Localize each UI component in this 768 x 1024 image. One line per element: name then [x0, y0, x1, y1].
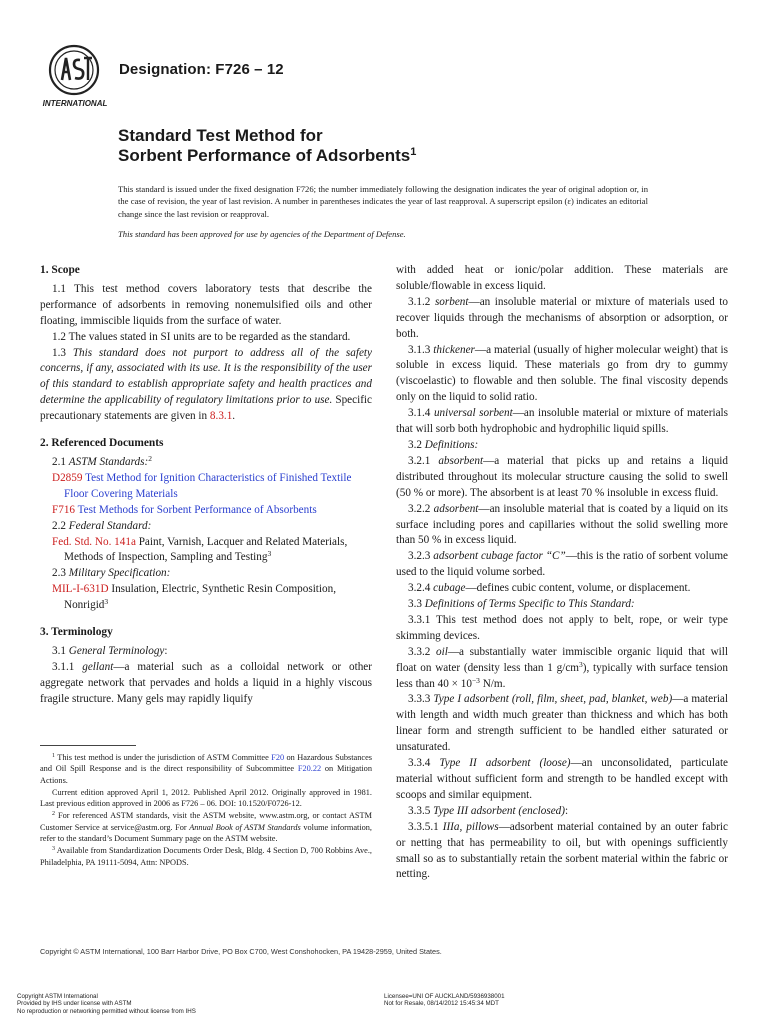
- issuance-notice: This standard is issued under the fixed designation F726; the number immediately following the designation indicates the year of original adoption or, in the case of revision, the year of last revision. A number in parentheses indicates the year of last reapproval. A superscript epsilon (ε) indicates an editorial change since the last revision or reapproval.: [118, 184, 648, 219]
- para-3-2: [396, 438, 728, 454]
- ref-fed-std-code[interactable]: Fed. Std. No. 141a: [52, 535, 136, 548]
- ref-d2859: [40, 471, 372, 503]
- para-3-3-4-def: —an unconsolidated, particulate material without sufficient form and strength to be handled except with scoops and similar equipment.: [396, 757, 729, 801]
- para-1-3-italic: This standard does not purport to address all of the safety concerns, if any, associated with its use. It is the responsibility of the user of this standard to establish appropriate safety and health practices and determine the applicability of regulatory limitations prior to use.: [40, 346, 373, 407]
- para-2-2-label: Federal Standard:: [68, 519, 152, 532]
- footnote-1-marker: 1: [52, 753, 55, 759]
- para-3-3-4-num: 3.3.4: [408, 757, 440, 770]
- title-footnote-marker: 1: [410, 146, 417, 158]
- para-3-3-5-1-def: —adsorbent material contained by an outer fabric or netting that has permeability to oil, but with openings sufficiently small so as to substantially retain the sorbent material within the fabric or netting.: [396, 820, 728, 881]
- para-2-1: [40, 455, 372, 471]
- license-right-line-2: Not for Resale, 08/14/2012 15:45:34 MDT: [384, 1000, 499, 1008]
- footnote-1-text-a: This test method is under the jurisdiction of ASTM Committee: [55, 753, 272, 762]
- ref-d2859-title[interactable]: Test Method for Ignition Characteristics of Finished Textile Floor Covering Materials: [64, 471, 352, 500]
- para-1-3: [40, 346, 372, 426]
- ref-mil-spec-title: Insulation, Electric, Synthetic Resin Composition, Nonrigid: [64, 583, 337, 612]
- para-3-3-2-sup-2: −3: [471, 675, 480, 685]
- para-3-1-1: [40, 660, 372, 708]
- section-1-heading: 1. Scope: [40, 264, 80, 276]
- para-3-1-2-num: 3.1.2: [408, 295, 435, 308]
- para-3-2-2: [396, 502, 728, 550]
- para-3-3-3: [396, 692, 728, 756]
- para-3-3-1: 3.3.1 This test method does not apply to belt, rope, or weir type skimming devices.: [396, 613, 728, 642]
- license-left-line-3: No reproduction or networking permitted without license from IHS: [17, 1007, 196, 1015]
- para-3-3-label: Definitions of Terms Specific to This Standard:: [424, 598, 635, 611]
- section-2-heading: 2. Referenced Documents: [40, 437, 164, 450]
- ref-fed-std-sup: 3: [267, 549, 272, 559]
- para-3-2-2-num: 3.2.2: [408, 502, 434, 515]
- para-2-1-label: ASTM Standards:: [68, 455, 149, 468]
- para-3-3-2-def-c: N/m.: [479, 677, 506, 690]
- para-3-3-5-colon: :: [565, 804, 569, 817]
- para-3-1-1-def: —a material such as a colloidal network or other aggregate network that pervades and holds a liquid in a highly viscous fragile structure. Many gels may rapidly liquify: [40, 660, 372, 705]
- para-3-1-4-term: universal sorbent: [433, 407, 513, 420]
- para-3-3-4: [396, 756, 728, 804]
- subcommittee-f20-22-link[interactable]: F20.22: [297, 764, 322, 774]
- para-1-3-tail: Specific precautionary statements are given in: [40, 394, 373, 423]
- footnote-2-italic: Annual Book of ASTM Standards: [189, 822, 301, 832]
- title-line-1: Standard Test Method for: [118, 126, 323, 145]
- ref-mil-spec-code[interactable]: MIL-I-631D: [52, 583, 109, 596]
- right-column: [396, 263, 728, 883]
- designation: Designation: F726 – 12: [119, 61, 284, 78]
- license-left-line-2: Provided by IHS under license with ASTM: [17, 1000, 132, 1008]
- para-3-2-2-term: adsorbent: [433, 502, 479, 515]
- footnote-1-edition: Current edition approved April 1, 2012. Published April 2012. Originally approved in 1981. Last previous edition approved in 2006 as F726 – 06. DOI: 10.1520/F0726-12.: [40, 787, 372, 809]
- para-3-3-5-1-num: 3.3.5.1: [408, 820, 443, 833]
- para-3-1-num: 3.1: [52, 644, 69, 657]
- copyright-line: Copyright © ASTM International, 100 Barr Harbor Drive, PO Box C700, West Conshohocken, PA 19428-2959, United States.: [40, 947, 442, 956]
- footnote-2-text-b: volume information, refer to the standard’s Document Summary page on the ASTM website.: [40, 822, 373, 844]
- para-3-3-2: [396, 645, 728, 693]
- para-3-3-5-num: 3.3.5: [408, 804, 434, 817]
- ref-mil-spec: [40, 582, 372, 614]
- para-3-1-1-continued: with added heat or ionic/polar addition. These materials are soluble/flowable in excess liquid.: [396, 264, 728, 292]
- ref-f716: [40, 503, 372, 519]
- para-3-3-5: [396, 804, 728, 820]
- footnotes: [40, 752, 372, 869]
- footnote-2-marker: 2: [52, 811, 55, 818]
- para-3-3-2-sup-1: 3: [578, 659, 583, 669]
- para-3-1-3: [396, 343, 728, 407]
- para-3-1-1-num: 3.1.1: [52, 660, 83, 673]
- para-1-3-num: 1.3: [52, 346, 73, 359]
- license-block-left: [17, 993, 196, 1015]
- footnote-3-marker: 3: [52, 846, 55, 853]
- license-left-line-1: Copyright ASTM International: [17, 993, 98, 1000]
- para-3-2-label: Definitions:: [424, 438, 479, 451]
- para-3-1-2-def: —an insoluble material or mixture of materials used to recover liquids through the mechanisms of absorption or adsorption, or both.: [396, 295, 729, 340]
- para-2-3: [40, 566, 372, 582]
- para-3-1-2: [396, 295, 728, 343]
- para-2-1-sup: 2: [148, 453, 152, 463]
- committee-f20-link[interactable]: F20: [271, 753, 285, 762]
- para-3-3-2-def-b: ), typically with surface tension less than 40 × 10: [396, 661, 728, 690]
- para-3-3-2-term: oil: [436, 645, 448, 658]
- footnote-rule: [40, 745, 136, 746]
- left-column: [40, 263, 372, 708]
- para-3-2-4-def: —defines cubic content, volume, or displacement.: [465, 582, 691, 595]
- para-3-3: [396, 597, 728, 613]
- para-3-3-2-num: 3.3.2: [408, 645, 436, 658]
- dod-notice: This standard has been approved for use by agencies of the Department of Defense.: [118, 229, 406, 239]
- para-3-2-3-num: 3.2.3: [408, 550, 434, 563]
- ref-d2859-code[interactable]: D2859: [52, 471, 83, 484]
- para-3-1-colon: :: [164, 644, 168, 657]
- para-3-1-3-num: 3.1.3: [408, 343, 434, 356]
- para-3-2-num: 3.2: [408, 438, 425, 451]
- para-3-1-2-term: sorbent: [434, 295, 469, 308]
- para-3-1-1-term: gellant: [82, 660, 114, 673]
- para-3-3-5-1: [396, 820, 728, 884]
- para-3-1-4-num: 3.1.4: [408, 407, 434, 420]
- para-3-2-2-def: —an insoluble material that is coated by a liquid on its surface including pores and capillaries without the solid swelling more than 50 % in excess liquid.: [396, 502, 728, 547]
- para-3-2-1: [396, 454, 728, 502]
- para-3-2-1-def: —a material that picks up and retains a liquid distributed throughout its molecular structure causing the solid to swell (50 % or more). The absorbent is at least 70 % insoluble in excess fluid.: [396, 454, 728, 499]
- para-3-3-4-term: Type II adsorbent (loose): [439, 757, 571, 770]
- para-3-2-3-term: adsorbent cubage factor “C”: [433, 550, 566, 563]
- para-3-2-1-term: absorbent: [438, 454, 484, 467]
- para-3-1-4-def: —an insoluble material or mixture of materials that will sorb both hydrophobic and hydrophilic liquid spills.: [396, 407, 729, 436]
- para-2-1-num: 2.1: [52, 455, 69, 468]
- ref-fed-std: [40, 535, 372, 567]
- para-1-3-end: .: [232, 410, 236, 423]
- para-2-3-num: 2.3: [52, 567, 69, 580]
- para-3-1-4: [396, 406, 728, 438]
- para-3-3-num: 3.3: [408, 598, 425, 611]
- footnote-3: [40, 845, 372, 868]
- footnote-1-text-b: on Hazardous Substances and Oil Spill Response and is the direct responsibility of Subcommittee: [40, 753, 372, 774]
- para-3-3-5-term: Type III adsorbent (enclosed): [433, 804, 565, 817]
- para-3-2-3: [396, 549, 728, 581]
- ref-f716-title[interactable]: Test Methods for Sorbent Performance of Absorbents: [77, 503, 317, 516]
- para-3-1: [40, 644, 372, 660]
- para-1-1: 1.1 This test method covers laboratory tests that describe the performance of adsorbents in removing nonemulsified oils and other floating, immiscible liquids from the surface of water.: [40, 282, 372, 327]
- footnote-2-text-a: For referenced ASTM standards, visit the ASTM website, www.astm.org, or contact ASTM Customer Service at service@astm.org. For: [40, 811, 372, 832]
- para-3-3-3-def: —a material with length and width much greater than thickness and which has both linear form and strength sufficient to be handled either saturated or unsaturated.: [396, 693, 729, 754]
- para-3-2-4: [396, 581, 728, 597]
- para-3-3-3-term: Type I adsorbent (roll, film, sheet, pad, blanket, web): [433, 693, 673, 706]
- para-3-1-label: General Terminology: [68, 644, 165, 657]
- ref-f716-code[interactable]: F716: [52, 503, 76, 516]
- ref-mil-spec-sup: 3: [104, 597, 109, 607]
- title-line-2-text: Sorbent Performance of Adsorbents: [118, 146, 411, 165]
- para-2-3-label: Military Specification:: [68, 567, 171, 580]
- footnote-1-text-c: on Mitigation Actions.: [40, 764, 372, 785]
- license-right-line-1: Licensee=UNI OF AUCKLAND/5936938001: [384, 993, 505, 1000]
- para-3-2-4-term: cubage: [433, 582, 466, 595]
- para-3-2-1-num: 3.2.1: [408, 454, 439, 467]
- para-1-2: 1.2 The values stated in SI units are to be regarded as the standard.: [52, 330, 351, 343]
- title-line-2: [118, 146, 416, 166]
- para-3-1-3-def: —a material (usually of higher molecular weight) that is soluble in excess liquid. These materials go from dry to gummy (viscoelastic) to flowable and then soluble. The final viscosity depends only on the liquid to solid ratio.: [396, 343, 728, 404]
- document-title: [118, 126, 416, 166]
- astm-logo: [40, 40, 112, 110]
- para-3-3-5-1-term: IIIa, pillows: [442, 820, 499, 833]
- para-3-1-3-term: thickener: [433, 343, 475, 356]
- para-2-2-num: 2.2: [52, 519, 69, 532]
- para-3-2-3-def: —this is the ratio of sorbent volume used to the liquid volume sorbed.: [396, 550, 729, 579]
- para-3-2-4-num: 3.2.4: [408, 582, 434, 595]
- para-3-3-2-def-a: —a substantially water immiscible organic liquid that will float on water (density less than 1 g/cm: [396, 645, 729, 674]
- ref-fed-std-title: Paint, Varnish, Lacquer and Related Materials, Methods of Inspection, Sampling and Testing: [64, 535, 348, 564]
- ref-8-3-1-link[interactable]: 8.3.1: [209, 410, 233, 423]
- license-block-right: [384, 993, 505, 1008]
- logo-text: INTERNATIONAL: [42, 99, 108, 108]
- section-3-heading: 3. Terminology: [40, 626, 113, 639]
- para-2-2: [40, 519, 372, 535]
- para-3-3-3-num: 3.3.3: [408, 693, 434, 706]
- footnote-2: [40, 810, 372, 844]
- footnote-1: [40, 752, 372, 786]
- footnote-3-text: Available from Standardization Documents Order Desk, Bldg. 4 Section D, 700 Robbins Ave., Philadelphia, PA 19111-5094, Attn: NPODS.: [40, 846, 372, 867]
- astm-logo-icon: [40, 40, 112, 110]
